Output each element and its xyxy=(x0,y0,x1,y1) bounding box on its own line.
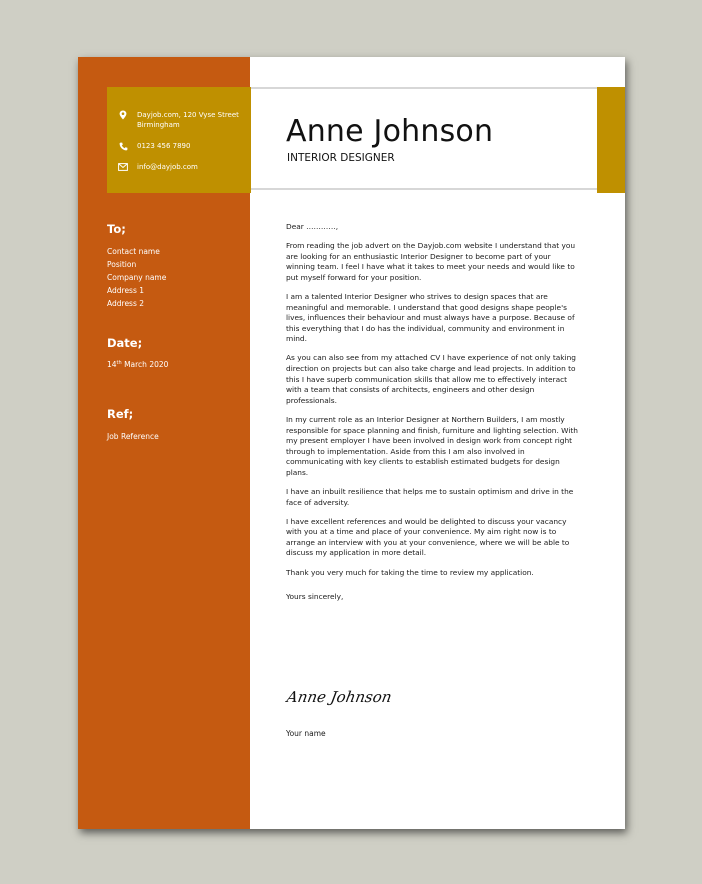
applicant-job-title: INTERIOR DESIGNER xyxy=(287,152,395,164)
closing: Yours sincerely, xyxy=(286,592,344,602)
paragraph-7: Thank you very much for taking the time to review my application. xyxy=(286,567,534,577)
date-month-year: March 2020 xyxy=(121,360,169,369)
to-heading: To; xyxy=(107,222,126,236)
to-address-1: Address 1 xyxy=(107,286,145,295)
paragraph-1: From reading the job advert on the Dayjob.com website I understand that you are looking for an enthusiastic Interior Designer to become part of your winning team. I feel I have what it takes to meet your needs and would like to put myself forward for your position. xyxy=(286,241,576,282)
contact-phone-row xyxy=(117,141,247,151)
salutation: Dear …………, xyxy=(286,222,339,231)
to-contact-name: Contact name xyxy=(107,247,160,256)
to-list xyxy=(107,245,166,310)
contact-box xyxy=(107,87,251,193)
ref-value: Job Reference xyxy=(107,432,159,441)
contact-address: Dayjob.com, 120 Vyse Street Birmingham xyxy=(137,111,239,129)
signature: Anne Johnson xyxy=(285,688,394,706)
ref-heading: Ref; xyxy=(107,407,134,421)
date-day: 14 xyxy=(107,360,117,369)
header-accent-tab xyxy=(597,87,625,193)
date-value xyxy=(107,357,168,371)
to-position: Position xyxy=(107,260,137,269)
date-heading: Date; xyxy=(107,336,143,350)
letter-body xyxy=(286,222,581,611)
paragraph-5: I have an inbuilt resilience that helps me to sustain optimism and drive in the face of adversity. xyxy=(286,486,574,507)
paragraph-4: In my current role as an Interior Designer at Northern Builders, I am mostly responsible for space planning and finish, furniture and lighting selection. With my present employer I have been involved in design work from concept right through to implementation. Aside from this I am also involved in communicating with key clients to establish estimated budgets for design plans. xyxy=(286,414,578,477)
paragraph-3: As you can also see from my attached CV I have experience of not only taking direction on projects but can also take charge and lead projects. In addition to this I have superb communication skills that allow me to effectively interact with a team that consists of architects, engineers and other design professionals. xyxy=(286,353,576,405)
to-address-2: Address 2 xyxy=(107,299,145,308)
contact-email-row xyxy=(117,162,247,172)
paragraph-6: I have excellent references and would be delighted to discuss your vacancy with you at a time and place of your convenience. My aim right now is to arrange an interview with you at your convenience, where we will be able to discuss my application in more detail. xyxy=(286,516,570,558)
location-pin-icon xyxy=(117,110,129,120)
contact-phone: 0123 456 7890 xyxy=(137,142,191,150)
paragraph-2: I am a talented Interior Designer who strives to design spaces that are meaningful and memorable. I understand that good designs shape people's lives, influences their behaviour and must always have a purpose. Because of this everything that I do has the individual, community and environment in mind. xyxy=(286,291,575,344)
contact-email: info@dayjob.com xyxy=(137,163,198,171)
applicant-name: Anne Johnson xyxy=(286,114,494,149)
date-suffix: th xyxy=(116,360,122,366)
phone-icon xyxy=(117,141,129,151)
your-name: Your name xyxy=(286,729,326,738)
to-company-name: Company name xyxy=(107,273,167,282)
envelope-icon xyxy=(117,162,129,172)
contact-address-row xyxy=(117,110,247,130)
